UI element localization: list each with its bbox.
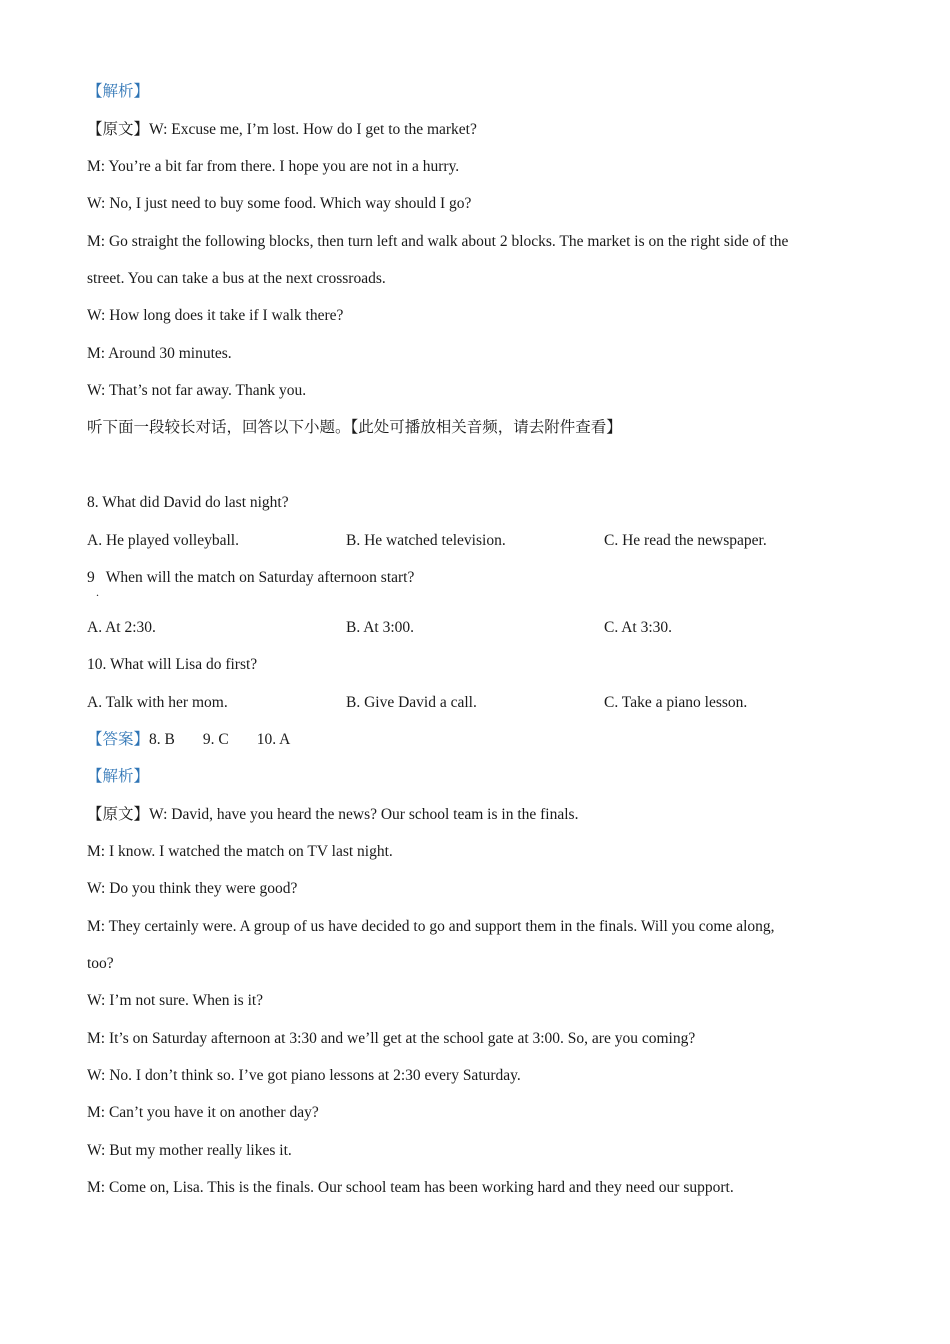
transcript-line [87, 120, 477, 140]
answer-item: 10. A [256, 731, 291, 748]
transcript-label: 【原文】 [87, 121, 150, 138]
transcript-line: M: Come on, Lisa. This is the finals. Our school team has been working hard and they need our support. [87, 1179, 734, 1196]
transcript-line: W: No, I just need to buy some food. Which way should I go? [87, 195, 472, 212]
transcript-line: M: I know. I watched the match on TV last night. [87, 843, 393, 860]
transcript-line: M: It’s on Saturday afternoon at 3:30 and we’ll get at the school gate at 3:00. So, are you coming? [87, 1030, 696, 1047]
transcript-line: too? [87, 955, 114, 972]
transcript-line: W: No. I don’t think so. I’ve got piano lessons at 2:30 every Saturday. [87, 1067, 521, 1084]
question-10-option-a: A. Talk with her mom. [87, 694, 228, 711]
answer-label: 【答案】 [87, 731, 150, 748]
transcript-line: W: But my mother really likes it. [87, 1142, 292, 1159]
transcript-text: W: Excuse me, I’m lost. How do I get to the market? [149, 121, 477, 138]
transcript-line: W: I’m not sure. When is it? [87, 992, 264, 1009]
question-text: When will the match on Saturday afternoon start? [105, 569, 415, 586]
question-9-stem [87, 568, 414, 588]
answer-line [87, 730, 290, 750]
listening-instruction: 听下面一段较长对话，回答以下小题。【此处可播放相关音频，请去附件查看】 [87, 419, 622, 436]
question-number: 9 [87, 569, 95, 586]
transcript-line [87, 805, 578, 825]
transcript-text: W: David, have you heard the news? Our school team is in the finals. [149, 806, 579, 823]
transcript-label: 【原文】 [87, 806, 150, 823]
transcript-line: W: Do you think they were good? [87, 880, 298, 897]
analysis-heading-2: 【解析】 [87, 768, 150, 785]
question-9-option-b: B. At 3:00. [346, 619, 415, 636]
transcript-line: M: Can’t you have it on another day? [87, 1104, 319, 1121]
question-9-option-a: A. At 2:30. [87, 619, 156, 636]
transcript-line: M: Go straight the following blocks, then turn left and walk about 2 blocks. The market is on the right side of the [87, 233, 789, 250]
transcript-line: M: Around 30 minutes. [87, 345, 232, 362]
question-9-dot: . [96, 585, 99, 599]
transcript-line: street. You can take a bus at the next crossroads. [87, 270, 386, 287]
question-10-option-b: B. Give David a call. [346, 694, 477, 711]
question-8-option-c: C. He read the newspaper. [604, 532, 767, 549]
transcript-line: W: How long does it take if I walk there? [87, 307, 344, 324]
transcript-line: W: That’s not far away. Thank you. [87, 382, 307, 399]
question-9-option-c: C. At 3:30. [604, 619, 673, 636]
question-10-stem: 10. What will Lisa do first? [87, 656, 258, 673]
answer-item: 8. B [149, 731, 175, 748]
transcript-line: M: They certainly were. A group of us have decided to go and support them in the finals. Will you come along, [87, 918, 775, 935]
question-8-option-b: B. He watched television. [346, 532, 506, 549]
transcript-line: M: You’re a bit far from there. I hope you are not in a hurry. [87, 158, 460, 175]
analysis-heading-1: 【解析】 [87, 83, 150, 100]
question-10-option-c: C. Take a piano lesson. [604, 694, 748, 711]
question-8-stem: 8. What did David do last night? [87, 494, 289, 511]
answer-item: 9. C [202, 731, 229, 748]
question-8-option-a: A. He played volleyball. [87, 532, 239, 549]
